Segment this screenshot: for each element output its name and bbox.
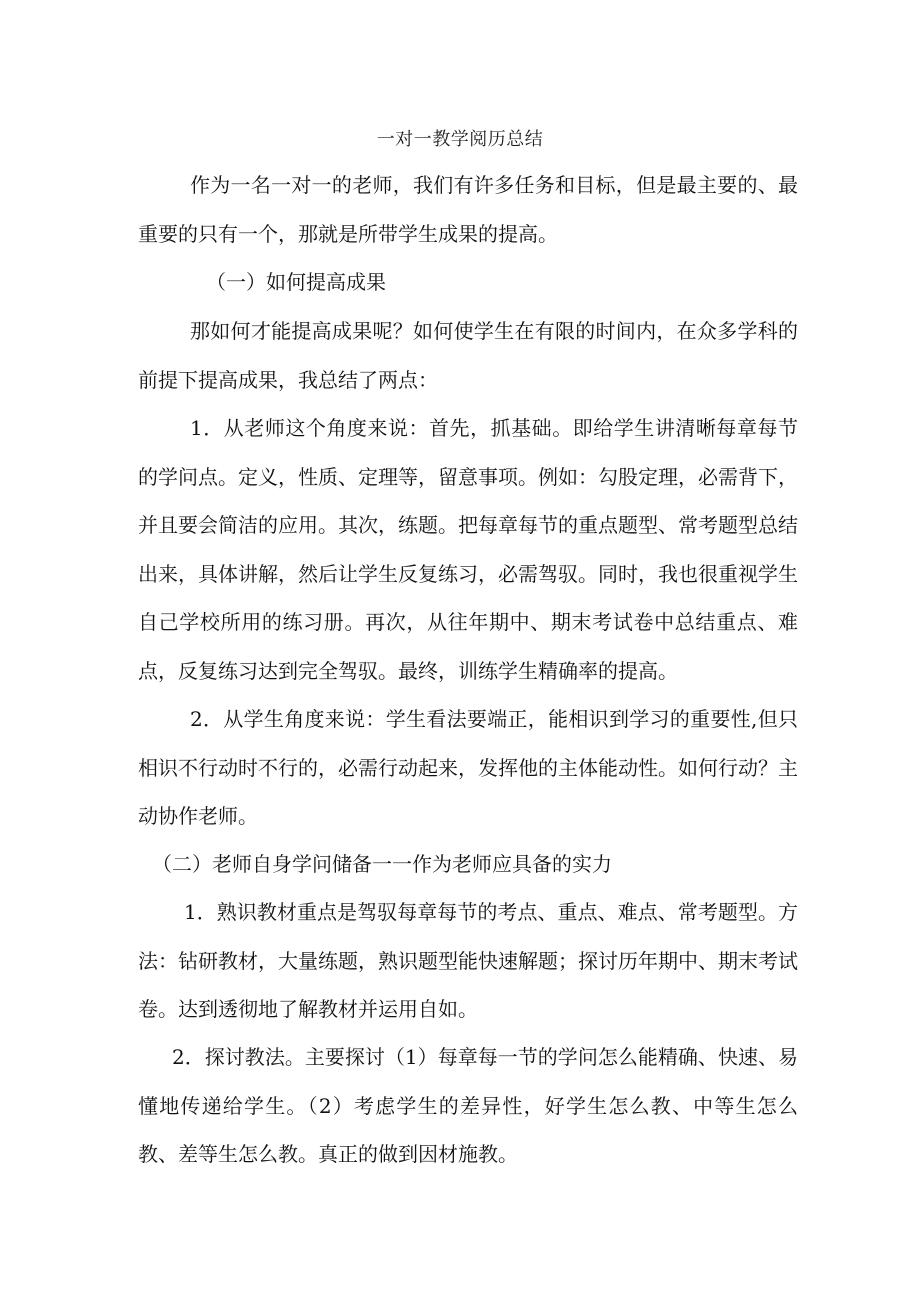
document-title: 一对一教学阅历总结 [376, 129, 544, 150]
section-2-heading: （二）老师自身学问储备一一作为老师应具备的实力 [152, 852, 612, 876]
section-1-paragraph: 那如何才能提高成果呢？如何使学生在有限的时间内，在众多学科的前提下提高成果，我总结了两点： [138, 319, 798, 392]
section-1-item-1: 1．从老师这个角度来说：首先，抓基础。即给学生讲清晰每章每节的学问点。定义，性质、定理等，留意事项。例如：勾股定理，必需背下，并且要会简洁的应用。其次，练题。把每章每节的重点题型、常考题型总结出来，具体讲解，然后让学生反复练习，必需驾驭。同时，我也很重视学生自己学校所用的练习册。再次，从往年期中、期末考试卷中总结重点、难点，反复练习达到完全驾驭。最终，训练学生精确率的提高。 [138, 416, 798, 683]
section-1-heading: （一）如何提高成果 [206, 270, 386, 294]
section-2-item-1: 1．熟识教材重点是驾驭每章每节的考点、重点、难点、常考题型。方法：钻研教材，大量练题，熟识题型能快速解题；探讨历年期中、期末考试卷。达到透彻地了解教材并运用自如。 [138, 900, 798, 1021]
intro-paragraph: 作为一名一对一的老师，我们有许多任务和目标，但是最主要的、最重要的只有一个，那就是所带学生成果的提高。 [138, 173, 798, 246]
section-1-item-2: 2．从学生角度来说：学生看法要端正，能相识到学习的重要性,但只相识不行动时不行的，必需行动起来，发挥他的主体能动性。如何行动？主动协作老师。 [138, 707, 798, 828]
section-2-item-2: 2．探讨教法。主要探讨（1）每章每一节的学问怎么能精确、快速、易懂地传递给学生。（2）考虑学生的差异性，好学生怎么教、中等生怎么教、差等生怎么教。真正的做到因材施教。 [138, 1045, 798, 1166]
